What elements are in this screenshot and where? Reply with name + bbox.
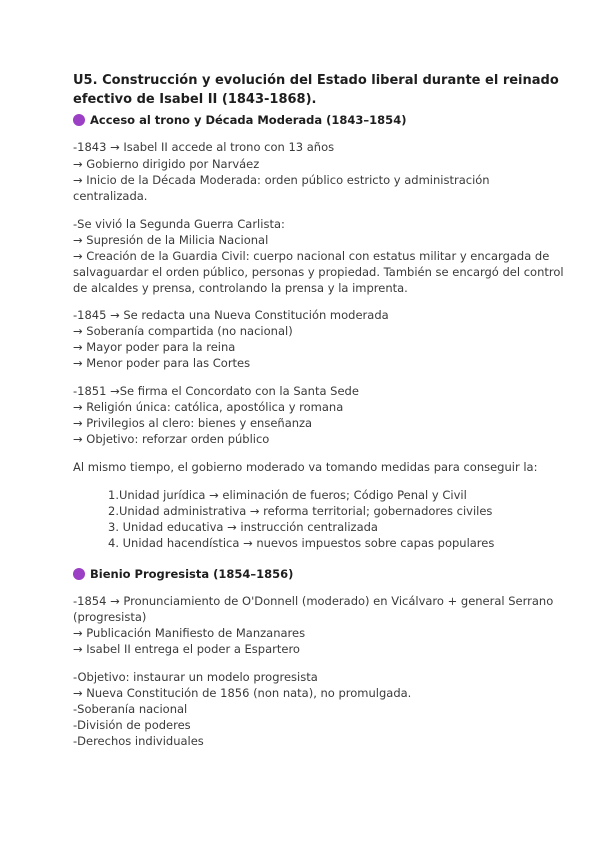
text-line: → Inicio de la Década Moderada: orden público estricto y administración [73, 173, 490, 187]
text-line: -1843 → Isabel II accede al trono con 13 años [73, 140, 335, 154]
text-line: → Privilegios al clero: bienes y enseñanza [73, 416, 313, 430]
text-line: → Gobierno dirigido por Narváez [73, 157, 260, 171]
purple-circle-icon [73, 568, 85, 580]
section-heading-1-text: Acceso al trono y Década Moderada (1843–1854) [90, 113, 407, 127]
text-line: -1845 → Se redacta una Nueva Constitución moderada [73, 308, 389, 322]
text-line: -1854 → Pronunciamiento de O'Donnell (moderado) en Vicálvaro + general Serrano [73, 594, 554, 608]
text-line: salvaguardar el orden público, personas y propiedad. También se encargó del control [73, 265, 564, 279]
numbered-list-item: 4. Unidad hacendística → nuevos impuestos sobre capas populares [108, 536, 495, 550]
purple-circle-icon [73, 114, 85, 126]
text-line: Al mismo tiempo, el gobierno moderado va tomando medidas para conseguir la: [73, 460, 538, 474]
text-line: -1851 →Se firma el Concordato con la Santa Sede [73, 384, 359, 398]
text-line: → Publicación Manifiesto de Manzanares [73, 626, 306, 640]
numbered-list-item: 1.Unidad jurídica → eliminación de fueros; Código Penal y Civil [108, 488, 467, 502]
text-line: → Objetivo: reforzar orden público [73, 432, 270, 446]
section-heading-2-text: Bienio Progresista (1854–1856) [90, 567, 294, 581]
text-line: → Mayor poder para la reina [73, 340, 236, 354]
numbered-list-item: 3. Unidad educativa → instrucción centralizada [108, 520, 378, 534]
section-heading-2 [73, 566, 293, 582]
text-line: -Se vivió la Segunda Guerra Carlista: [73, 217, 285, 231]
text-line: → Isabel II entrega el poder a Espartero [73, 642, 300, 656]
document-title-line-2: efectivo de Isabel II (1843-1868). [73, 92, 317, 107]
document-title-line-1: U5. Construcción y evolución del Estado liberal durante el reinado [73, 73, 559, 88]
numbered-list-item: 2.Unidad administrativa → reforma territorial; gobernadores civiles [108, 504, 493, 518]
section-heading-1 [73, 112, 406, 128]
text-line: → Nueva Constitución de 1856 (non nata), no promulgada. [73, 686, 412, 700]
text-line: → Menor poder para las Cortes [73, 356, 251, 370]
text-line: de alcaldes y prensa, controlando la prensa y la imprenta. [73, 281, 408, 295]
text-line: centralizada. [73, 189, 148, 203]
text-line: → Supresión de la Milicia Nacional [73, 233, 269, 247]
text-line: -Soberanía nacional [73, 702, 188, 716]
text-line: → Soberanía compartida (no nacional) [73, 324, 293, 338]
text-line: → Religión única: católica, apostólica y romana [73, 400, 344, 414]
text-line: -Objetivo: instaurar un modelo progresista [73, 670, 318, 684]
text-line: -División de poderes [73, 718, 191, 732]
text-line: -Derechos individuales [73, 734, 204, 748]
text-line: → Creación de la Guardia Civil: cuerpo nacional con estatus militar y encargada de [73, 249, 550, 263]
text-line: (progresista) [73, 610, 147, 624]
